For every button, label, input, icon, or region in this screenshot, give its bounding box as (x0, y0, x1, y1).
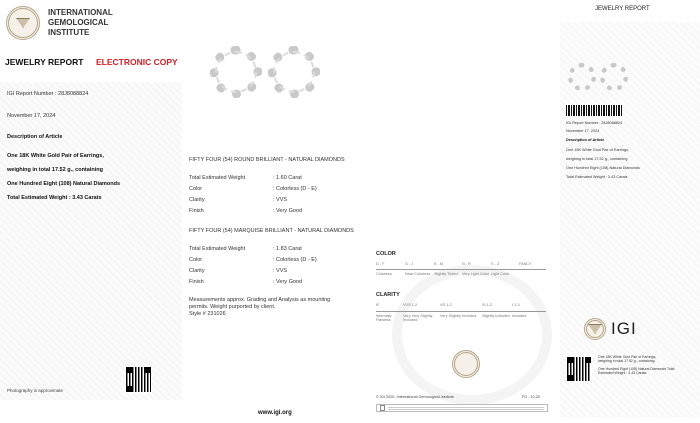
qr-code-icon[interactable] (566, 356, 592, 382)
security-pattern (0, 82, 182, 400)
clarity-grade: SI 1-2 (482, 303, 493, 307)
spec-label: Color (189, 257, 203, 263)
clarity-desc: Slightly Included (482, 314, 510, 318)
description-line: One 18K White Gold Pair of Earrings, (7, 153, 104, 159)
note-line: Measurements approx. Grading and Analysis as mounting (189, 297, 331, 303)
clarity-desc: Very Slightly Included (440, 314, 477, 318)
earring-image-right (268, 46, 320, 98)
right-description-line: Total Estimated Weight : 3.43 Carats (566, 175, 628, 179)
color-descriptions (376, 272, 548, 276)
fine-print-text (388, 406, 544, 410)
color-grades (376, 262, 548, 266)
spec-label: Finish (189, 279, 204, 285)
igi-seal-icon (6, 6, 40, 40)
report-date: November 17, 2024 (7, 113, 56, 119)
color-grade: K - M (434, 262, 444, 266)
summary-line: weighing in total 17.52 g., containing (598, 359, 655, 364)
institute-line: INSTITUTE (48, 28, 90, 37)
igi-watermark (392, 265, 552, 405)
clarity-descriptions (376, 314, 548, 322)
spec-row (189, 246, 302, 252)
copyright: © IGI 2020, International Gemological Institute (376, 395, 454, 399)
igi-logo (6, 6, 113, 40)
description-line: One Hundred Eight (108) Natural Diamonds (7, 181, 121, 187)
color-grade: G - J (405, 262, 414, 266)
color-desc: Near Colorless (405, 272, 431, 276)
barcode-icon (566, 105, 622, 116)
color-desc: Slightly Tinted (434, 272, 458, 276)
earring-thumbnail-left (568, 63, 596, 91)
institute-line: GEMOLOGICAL (48, 18, 109, 27)
spec-row (189, 175, 302, 181)
igi-logo (584, 318, 637, 340)
report-center (185, 0, 370, 423)
igi-seal-icon (452, 350, 480, 378)
color-desc: Light Color (491, 272, 510, 276)
clarity-scale-heading: CLARITY (376, 292, 400, 298)
spec-row (189, 257, 317, 263)
clarity-grade: VVS 1-2 (403, 303, 418, 307)
clarity-desc: Very Very Slightly Included (403, 314, 433, 322)
summary-line: One Hundred Eight (108) Natural Diamonds Total (598, 367, 675, 371)
summary-text (598, 355, 696, 364)
spec-row (189, 197, 287, 203)
summary-line: Estimated Weight : 3.43 Carats (598, 371, 647, 376)
color-desc: Very Light Color (462, 272, 490, 276)
institute-line: INTERNATIONAL (48, 8, 113, 17)
spec-value: : Very Good (273, 208, 303, 214)
measurement-notes (189, 297, 369, 318)
spec-value: : Very Good (273, 279, 303, 285)
right-report-title: JEWELRY REPORT (595, 6, 650, 12)
website-link[interactable]: www.igi.org (258, 410, 292, 416)
scale-divider (376, 269, 546, 270)
right-description-line: One Hundred Eight (108) Natural Diamonds (566, 166, 640, 170)
description-line: Total Estimated Weight : 3.43 Carats (7, 195, 102, 201)
institute-name (48, 8, 113, 38)
spec-value: : VVS (273, 197, 288, 203)
spec-row (189, 268, 287, 274)
description-line: weighing in total 17.52 g., containing (7, 167, 103, 173)
note-line: permits. Weight purported by client. (189, 304, 276, 310)
document-icon (380, 405, 385, 411)
clarity-grade: VS 1-2 (440, 303, 452, 307)
form-code: FD - 10.20 (522, 395, 540, 399)
description-heading: Description of Article (7, 134, 63, 140)
grading-scales-panel (372, 0, 552, 423)
color-scale-heading: COLOR (376, 251, 396, 257)
spec-value: : VVS (273, 268, 288, 274)
summary-line: One 18K White Gold Pair of Earrings, (598, 355, 657, 359)
summary-text (598, 367, 696, 376)
right-report-number: IGI Report Number : 28J8088824 (566, 121, 623, 125)
igi-seal-icon (584, 318, 606, 340)
clarity-grades (376, 303, 548, 307)
fine-print (376, 404, 548, 412)
clarity-desc: Internally Flawless (376, 314, 392, 322)
spec-label: Total Estimated Weight (189, 175, 246, 181)
color-grade: S - Z (491, 262, 500, 266)
spec-value: : Colorless (D - E) (273, 186, 317, 192)
spec-label: Clarity (189, 197, 205, 203)
stone-group-title: FIFTY FOUR (54) MARQUISE BRILLIANT - NATURAL DIAMONDS (189, 228, 354, 234)
earring-image-left (210, 46, 262, 98)
earring-thumbnail-right (600, 63, 628, 91)
spec-row (189, 208, 302, 214)
spec-row (189, 279, 302, 285)
color-desc (519, 272, 544, 276)
stone-group-title: FIFTY FOUR (54) ROUND BRILLIANT - NATURAL DIAMONDS (189, 157, 345, 163)
right-description-line: One 18K White Gold Pair of Earrings, (566, 148, 630, 152)
photography-note: Photography is approximate (7, 388, 64, 393)
spec-value: : Colorless (D - E) (273, 257, 317, 263)
color-desc: Colorless (376, 272, 392, 276)
clarity-grade: IF (376, 303, 380, 307)
spec-label: Color (189, 186, 203, 192)
spec-value: : 1.60 Carat (273, 175, 302, 181)
report-title: JEWELRY REPORT (5, 57, 84, 67)
scale-divider (376, 311, 546, 312)
diamond-icon (16, 18, 30, 28)
spec-label: Clarity (189, 268, 205, 274)
qr-code-icon[interactable] (125, 366, 152, 393)
clarity-grade: I 1-3 (512, 303, 520, 307)
color-grade: N - R (462, 262, 471, 266)
color-grade: D - F (376, 262, 385, 266)
igi-logo-text: IGI (611, 319, 637, 338)
spec-label: Total Estimated Weight (189, 246, 246, 252)
electronic-copy-label: ELECTRONIC COPY (96, 57, 178, 67)
diamond-icon (588, 324, 602, 334)
report-number: IGI Report Number : 28J8088824 (7, 91, 89, 97)
right-date: November 17, 2024 (566, 129, 600, 133)
spec-label: Finish (189, 208, 204, 214)
spec-row (189, 186, 317, 192)
right-description-heading: Description of Article (566, 138, 605, 142)
color-grade: FANCY (519, 262, 532, 266)
style-number: Style # 231026 (189, 311, 226, 317)
clarity-desc: Included (512, 314, 527, 318)
right-description-line: weighing in total 17.52 g., containing (566, 157, 628, 161)
spec-value: : 1.83 Carat (273, 246, 302, 252)
